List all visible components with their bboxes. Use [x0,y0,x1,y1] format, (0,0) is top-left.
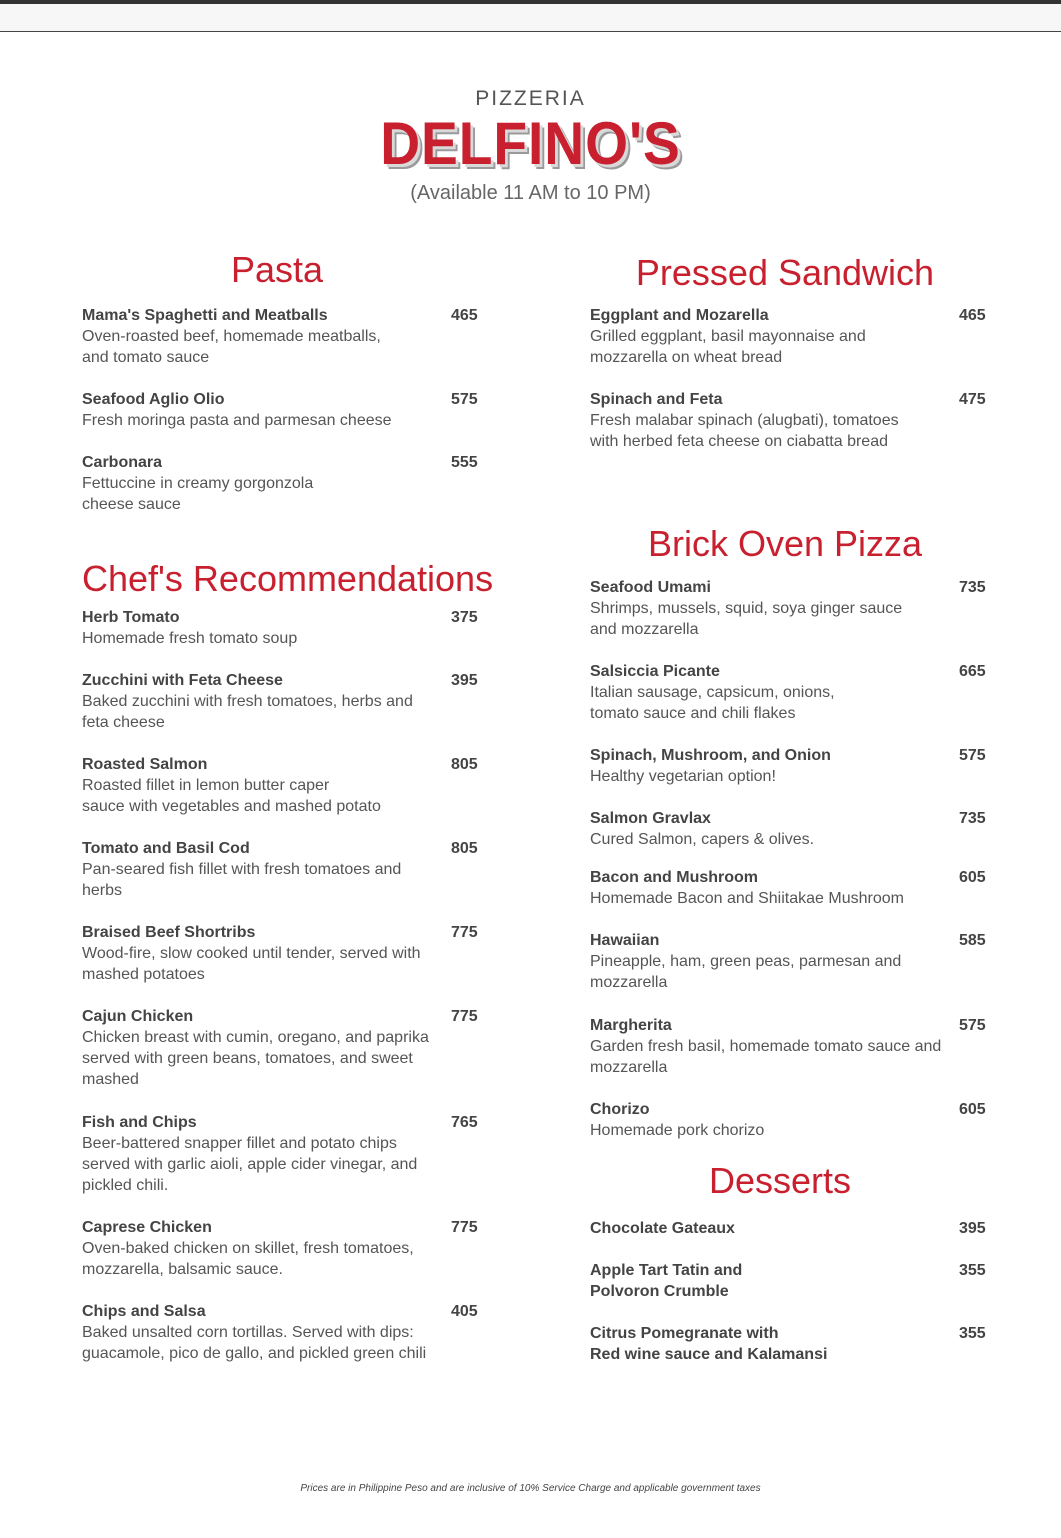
menu-item-description: Oven-baked chicken on skillet, fresh tomatoes, [82,1240,414,1257]
menu-item-price: 395 [451,672,478,689]
menu-item-name: Citrus Pomegranate with [590,1325,779,1342]
menu-item-price: 555 [451,454,478,471]
menu-item-description: herbs [82,882,123,899]
menu-item-name: Zucchini with Feta Cheese [82,672,283,689]
top-bar [0,0,1061,32]
menu-item-description: mashed [82,1071,139,1088]
menu-item-description: Fresh moringa pasta and parmesan cheese [82,412,392,429]
menu-item-name: Salsiccia Picante [590,663,720,680]
menu-item [82,1112,482,1196]
menu-item-price: 775 [451,1219,478,1236]
menu-item-description: Oven-roasted beef, homemade meatballs, [82,328,381,345]
menu-item [590,1015,990,1078]
menu-item-description: Pineapple, ham, green peas, parmesan and [590,953,902,970]
menu-item-description: Italian sausage, capsicum, onions, [590,684,835,701]
menu-item-description: mashed potatoes [82,966,205,983]
menu-item-description: and tomato sauce [82,349,210,366]
menu-item-description: Homemade Bacon and Shiitakae Mushroom [590,890,904,907]
menu-item-name: Polvoron Crumble [590,1283,729,1300]
menu-item-name: Tomato and Basil Cod [82,840,250,857]
menu-item-description: Baked unsalted corn tortillas. Served with dips: [82,1324,414,1341]
menu-item-price: 805 [451,840,478,857]
menu-item [590,389,990,452]
menu-item-description: Fettuccine in creamy gorgonzola [82,475,314,492]
menu-item-name: Spinach, Mushroom, and Onion [590,747,831,764]
menu-item [82,1006,482,1090]
menu-item-description: Wood-fire, slow cooked until tender, served with [82,945,421,962]
menu-item-description: Roasted fillet in lemon butter caper [82,777,330,794]
menu-item-price: 405 [451,1303,478,1320]
menu-item [82,1301,482,1364]
menu-item [590,577,990,640]
menu-item [590,1323,990,1365]
menu-item-price: 805 [451,756,478,773]
menu-item-name: Seafood Aglio Olio [82,391,225,408]
menu-item-description: served with green beans, tomatoes, and sweet [82,1050,413,1067]
menu-item [590,1218,990,1239]
menu-item-price: 395 [959,1220,986,1237]
menu-item-name: Seafood Umami [590,579,711,596]
menu-item-name: Eggplant and Mozarella [590,307,769,324]
menu-item-price: 765 [451,1114,478,1131]
section-title-sandwich: Pressed Sandwich [635,252,935,293]
menu-item-description: Fresh malabar spinach (alugbati), tomatoes [590,412,899,429]
menu-item-description: Cured Salmon, capers & olives. [590,831,815,848]
menu-item [590,745,990,787]
menu-item-price: 475 [959,391,986,408]
menu-item-name: Red wine sauce and Kalamansi [590,1346,828,1363]
menu-item-description: mozzarella [590,1059,668,1076]
menu-item-description: and mozzarella [590,621,699,638]
menu-item [82,452,482,515]
menu-item-description: Chicken breast with cumin, oregano, and paprika [82,1029,429,1046]
menu-item-price: 465 [959,307,986,324]
menu-item-name: Chorizo [590,1101,650,1118]
menu-item [590,661,990,724]
section-title-pasta: Pasta [230,249,324,290]
menu-item-description: Garden fresh basil, homemade tomato sauce and [590,1038,942,1055]
menu-item-price: 735 [959,810,986,827]
menu-item-description: with herbed feta cheese on ciabatta bread [590,433,888,450]
menu-item-description: Grilled eggplant, basil mayonnaise and [590,328,866,345]
menu-item-description: Pan-seared fish fillet with fresh tomatoes and [82,861,402,878]
menu-item [590,930,990,993]
menu-item-description: pickled chili. [82,1177,169,1194]
menu-item-name: Bacon and Mushroom [590,869,759,886]
menu-item-name: Chocolate Gateaux [590,1220,735,1237]
price-footnote: Prices are in Philippine Peso and are inclusive of 10% Service Charge and applicable government taxes [300,1483,761,1494]
menu-item-description: mozzarella [590,974,668,991]
menu-item-name: Spinach and Feta [590,391,723,408]
menu-item [82,305,482,368]
menu-item-name: Apple Tart Tatin and [590,1262,743,1279]
menu-item-name: Hawaiian [590,932,660,949]
menu-item-price: 605 [959,869,986,886]
menu-item-description: mozzarella, balsamic sauce. [82,1261,283,1278]
menu-item-name: Mama's Spaghetti and Meatballs [82,307,328,324]
menu-item-description: Shrimps, mussels, squid, soya ginger sauce [590,600,903,617]
menu-item-price: 575 [451,391,478,408]
menu-item-description: guacamole, pico de gallo, and pickled green chili [82,1345,427,1362]
brand-logo: DELFINO'S [380,110,681,177]
menu-item-description: Baked zucchini with fresh tomatoes, herbs and [82,693,413,710]
menu-item-price: 665 [959,663,986,680]
menu-header [0,86,1061,205]
menu-item-name: Roasted Salmon [82,756,208,773]
menu-item-description: served with garlic aioli, apple cider vinegar, and [82,1156,418,1173]
menu-item-description: feta cheese [82,714,165,731]
menu-item-name: Cajun Chicken [82,1008,194,1025]
menu-item-price: 355 [959,1325,986,1342]
menu-item [82,670,482,733]
menu-item [590,1260,990,1302]
menu-item [82,1217,482,1280]
menu-item-price: 375 [451,609,478,626]
menu-item-name: Caprese Chicken [82,1219,212,1236]
menu-item-name: Margherita [590,1017,672,1034]
menu-item-name: Braised Beef Shortribs [82,924,256,941]
menu-item [590,305,990,368]
menu-item-description: tomato sauce and chili flakes [590,705,796,722]
menu-item [82,607,482,649]
menu-item [82,838,482,901]
menu-item [82,389,482,431]
menu-item-price: 465 [451,307,478,324]
menu-item-description: sauce with vegetables and mashed potato [82,798,381,815]
menu-item-name: Fish and Chips [82,1114,197,1131]
menu-item-description: Beer-battered snapper fillet and potato chips [82,1135,397,1152]
section-title-pizza: Brick Oven Pizza [647,523,923,564]
menu-item-price: 575 [959,1017,986,1034]
menu-item-price: 775 [451,924,478,941]
menu-item-price: 355 [959,1262,986,1279]
menu-item-name: Carbonara [82,454,163,471]
menu-item-price: 585 [959,932,986,949]
menu-item [590,1099,990,1141]
menu-item [590,808,990,850]
menu-item-price: 575 [959,747,986,764]
menu-item-price: 735 [959,579,986,596]
brand-subtitle: PIZZERIA [475,87,586,110]
menu-item-name: Chips and Salsa [82,1303,206,1320]
hours-text: (Available 11 AM to 10 PM) [410,182,651,204]
menu-item-name: Herb Tomato [82,609,180,626]
menu-item-name: Salmon Gravlax [590,810,711,827]
section-title-chefs: Chef's Recommendations [82,558,494,599]
menu-item-description: mozzarella on wheat bread [590,349,783,366]
menu-item-price: 605 [959,1101,986,1118]
menu-item-description: Homemade fresh tomato soup [82,630,298,647]
menu-item [590,867,990,909]
menu-item [82,754,482,817]
section-title-desserts: Desserts [708,1160,852,1201]
menu-item-description: cheese sauce [82,496,181,513]
menu-item-price: 775 [451,1008,478,1025]
menu-item-description: Healthy vegetarian option! [590,768,776,785]
menu-item-description: Homemade pork chorizo [590,1122,765,1139]
menu-item [82,922,482,985]
